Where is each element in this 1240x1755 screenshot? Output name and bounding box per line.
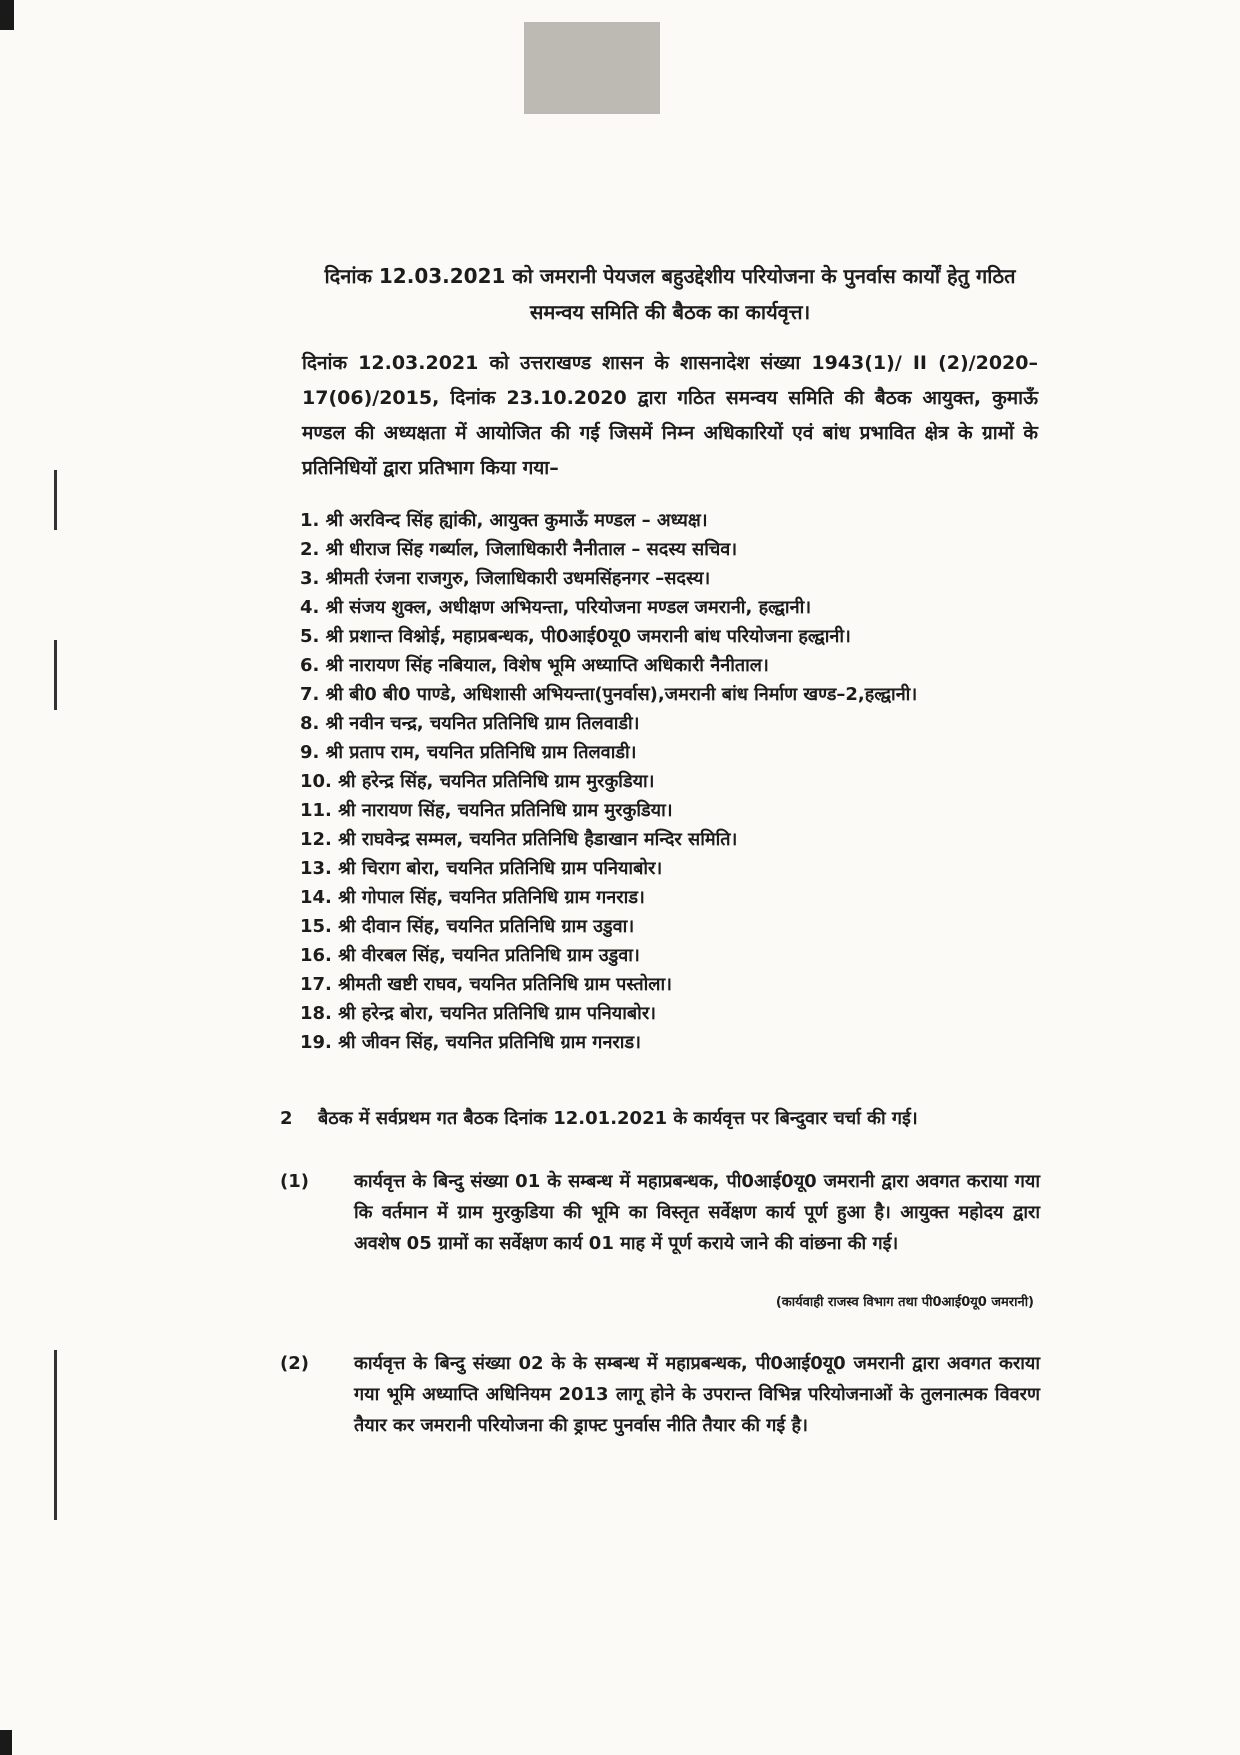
attendee-item: 11. श्री नारायण सिंह, चयनित प्रतिनिधि ग्राम मुरकुडिया।	[300, 800, 673, 821]
section-point-2	[280, 1348, 1040, 1441]
point-number: (1)	[280, 1171, 309, 1192]
attendee-item: 8. श्री नवीन चन्द्र, चयनित प्रतिनिधि ग्राम तिलवाडी।	[300, 713, 640, 734]
attendee-item: 18. श्री हरेन्द्र बोरा, चयनित प्रतिनिधि ग्राम पनियाबोर।	[300, 1003, 657, 1024]
point-text: कार्यवृत्त के बिन्दु संख्या 01 के सम्बन्ध में महाप्रबन्धक, पी0आई0यू0 जमरानी द्वारा अवगत कराया गया कि वर्तमान में ग्राम मुरकुडिया की भूमि का विस्तृत सर्वेक्षण कार्य पूर्ण हुआ है। आयुक्त महोदय द्वारा अवशेष 05 ग्रामों का सर्वेक्षण कार्य 01 माह में पूर्ण कराये जाने की वांछना की गई।	[354, 1171, 1040, 1254]
attendee-item: 6. श्री नारायण सिंह नबियाल, विशेष भूमि अध्याप्ति अधिकारी नैनीताल।	[300, 655, 769, 676]
attendee-item: 16. श्री वीरबल सिंह, चयनित प्रतिनिधि ग्राम उडुवा।	[300, 945, 640, 966]
margin-line	[54, 640, 57, 710]
section-point-1	[280, 1166, 1040, 1259]
attendee-item: 7. श्री बी0 बी0 पाण्डे, अधिशासी अभियन्ता(पुनर्वास),जमरानी बांध निर्माण खण्ड–2,हल्द्वानी।	[300, 684, 918, 705]
document-title: दिनांक 12.03.2021 को जमरानी पेयजल बहुउद्देशीय परियोजना के पुनर्वास कार्यों हेतु गठित समन्वय समिति की बैठक का कार्यवृत्त।	[324, 264, 1016, 324]
section-text: बैठक में सर्वप्रथम गत बैठक दिनांक 12.01.2021 के कार्यवृत्त पर बिन्दुवार चर्चा की गई।	[318, 1108, 918, 1129]
attendee-item: 1. श्री अरविन्द सिंह ह्यांकी, आयुक्त कुमाऊँ मण्डल – अध्यक्ष।	[300, 510, 708, 531]
attendee-item: 2. श्री धीराज सिंह गर्ब्याल, जिलाधिकारी नैनीताल – सदस्य सचिव।	[300, 539, 738, 560]
attendee-item: 14. श्री गोपाल सिंह, चयनित प्रतिनिधि ग्राम गनराड।	[300, 887, 645, 908]
margin-line	[54, 1350, 57, 1520]
attendee-item: 17. श्रीमती खष्टी राघव, चयनित प्रतिनिधि ग्राम पस्तोला।	[300, 974, 672, 995]
attendee-item: 10. श्री हरेन्द्र सिंह, चयनित प्रतिनिधि ग्राम मुरकुडिया।	[300, 771, 655, 792]
attendee-item: 5. श्री प्रशान्त विश्नोई, महाप्रबन्धक, पी0आई0यू0 जमरानी बांध परियोजना हल्द्वानी।	[300, 626, 851, 647]
point-number: (2)	[280, 1353, 309, 1374]
attendee-item: 4. श्री संजय शुक्ल, अधीक्षण अभियन्ता, परियोजना मण्डल जमरानी, हल्द्वानी।	[300, 597, 812, 618]
attendee-item: 13. श्री चिराग बोरा, चयनित प्रतिनिधि ग्राम पनियाबोर।	[300, 858, 663, 879]
attendee-item: 12. श्री राघवेन्द्र सम्मल, चयनित प्रतिनिधि हैडाखान मन्दिर समिति।	[300, 829, 738, 850]
scan-edge-mark	[0, 0, 14, 30]
section-2	[280, 1104, 1040, 1134]
attendee-item: 9. श्री प्रताप राम, चयनित प्रतिनिधि ग्राम तिलवाडी।	[300, 742, 637, 763]
attendee-item: 3. श्रीमती रंजना राजगुरु, जिलाधिकारी उधमसिंहनगर –सदस्य।	[300, 568, 711, 589]
attendee-list	[300, 506, 1060, 1057]
intro-paragraph: दिनांक 12.03.2021 को उत्तराखण्ड शासन के शासनादेश संख्या 1943(1)/ II (2)/2020–17(06)/2015, दिनांक 23.10.2020 द्वारा गठित समन्वय समिति की बैठक आयुक्त, कुमाऊँ मण्डल की अध्यक्षता में आयोजित की गई जिसमें निम्न अधिकारियों एवं बांध प्रभावित क्षेत्र के ग्रामों के प्रतिनिधियों द्वारा प्रतिभाग किया गया–	[302, 352, 1038, 479]
attendee-item: 19. श्री जीवन सिंह, चयनित प्रतिनिधि ग्राम गनराड।	[300, 1032, 641, 1053]
scan-edge-mark	[0, 1730, 12, 1755]
attendee-item: 15. श्री दीवान सिंह, चयनित प्रतिनिधि ग्राम उडुवा।	[300, 916, 635, 937]
point-text: कार्यवृत्त के बिन्दु संख्या 02 के के सम्बन्ध में महाप्रबन्धक, पी0आई0यू0 जमरानी द्वारा अवगत कराया गया भूमि अध्याप्ति अधिनियम 2013 लागू होने के उपरान्त विभिन्न परियोजनाओं के तुलनात्मक विवरण तैयार कर जमरानी परियोजना की ड्राफ्ट पुनर्वास नीति तैयार की गई है।	[354, 1353, 1040, 1436]
action-note: (कार्यवाही राजस्व विभाग तथा पी0आई0यू0 जमरानी)	[775, 1295, 1034, 1310]
section-number: 2	[280, 1108, 293, 1129]
scan-smudge	[524, 22, 660, 114]
margin-line	[54, 470, 57, 530]
